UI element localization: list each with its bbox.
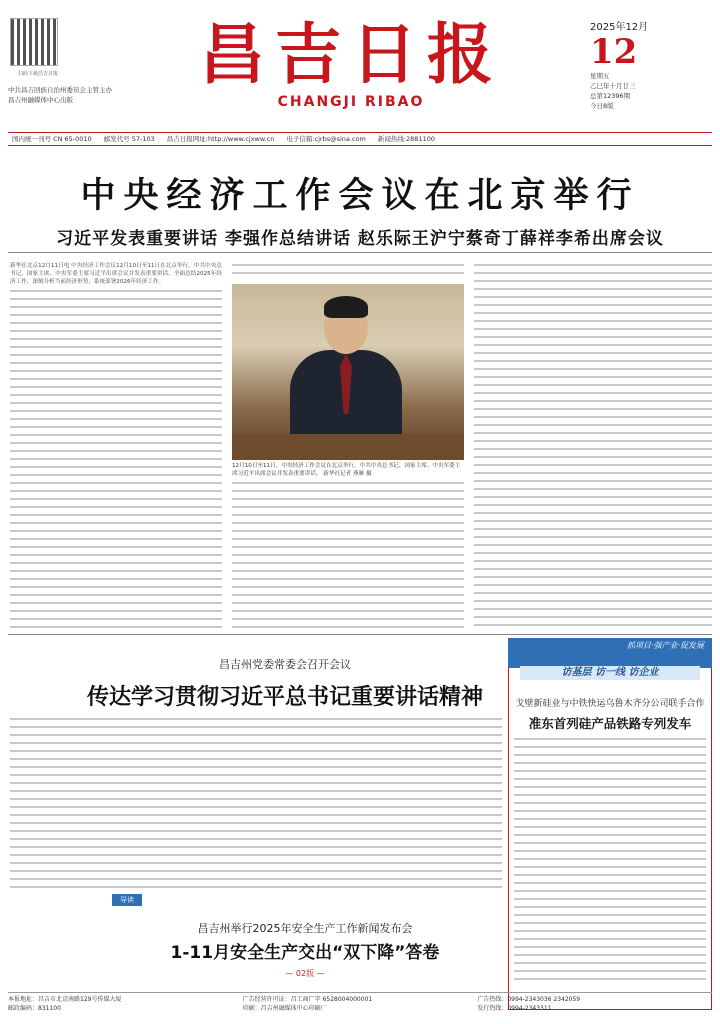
issue-total: 总第12396期 [590,92,631,100]
guide-kicker: 昌吉州举行2025年安全生产工作新闻发布会 [197,922,413,935]
footer-address: 本报地址：昌吉市北京南路129号传媒大厦 [8,996,122,1003]
lunar-date: 乙巳年十月廿三 [590,82,636,90]
qr-code[interactable] [10,18,58,66]
main-headline[interactable]: 中央经济工作会议在北京举行 [80,175,640,216]
footer-distribution-hotline: 发行热线：0994-2343311 [477,1005,552,1012]
info-issn: 国内统一刊号 CN 65-0010 [12,135,92,143]
article-column-2 [232,480,464,628]
guide-tag: 导读 [112,894,142,906]
lead-paragraph: 新华社北京12月11日电 中央经济工作会议12月10日至11日在北京举行。中共中央总书记、国家主席、中央军委主席习近平出席会议并发表重要讲话，全面总结2025年经济工作，深刻分析当前经济形势，系统部署2026年经济工作。 [10,263,222,285]
info-hotline: 新闻热线:2881100 [377,135,435,143]
info-website[interactable]: 昌吉日报网址:http://www.cjxww.cn [166,135,275,143]
photo-caption: 12月10日至11日，中央经济工作会议在北京举行。中共中央总书记、国家主席、中央军委主席习近平出席会议并发表重要讲话。 新华社记者 燕雁 摄 [232,463,461,477]
info-email[interactable]: 电子信箱:cjrbs@sina.com [286,135,366,143]
article-column-1 [10,288,222,628]
sub-article-body [10,716,502,890]
date-box [590,18,710,111]
info-bar [8,132,712,146]
right-box-kicker: 戈壁新硅业与中铁快运乌鲁木齐分公司联手合作 [515,699,705,709]
footer-postcode: 邮政编码：831100 [8,1005,61,1012]
publisher-line-2: 昌吉州融媒体中心出版 [8,96,73,104]
info-postal-code: 邮发代号 57-103 [103,135,155,143]
right-box-band-text: 抓项目·强产业·促发展 [626,641,704,650]
article-column-3 [474,262,712,628]
newspaper-logo: 昌吉日报 [199,15,503,93]
right-box-banner: 访基层 访一线 访企业 [520,666,700,680]
sub-article-kicker: 昌吉州党委常委会召开会议 [219,658,351,671]
date-day: 12 [590,32,638,72]
weekday: 星期五 [590,72,610,80]
date-year-month: 2025年12月 [590,22,649,33]
news-photo[interactable] [232,284,464,460]
section-divider [8,634,712,635]
article-column-2-top [232,262,464,280]
main-subheadline: 习近平发表重要讲话 李强作总结讲话 赵乐际王沪宁蔡奇丁薛祥李希出席会议 [56,229,664,249]
qr-caption: 扫码下载昌吉日报 [17,71,58,77]
photo-desk [232,434,464,460]
page-count: 今日8版 [590,102,614,110]
footer [8,992,712,1020]
footer-printer: 印刷：昌吉州融媒体中心印刷厂 [242,1005,327,1012]
footer-ad-license: 广告经营许可证：昌工商广字 6528004000001 [242,996,373,1003]
sub-article-headline[interactable]: 传达学习贯彻习近平总书记重要讲话精神 [86,684,483,710]
photo-figure-hair [324,296,368,318]
footer-ad-hotline: 广告热线：0994-2343036 2342059 [477,996,581,1003]
right-box-headline[interactable]: 准东首列硅产品铁路专列发车 [528,716,692,731]
right-box-body [514,736,706,986]
publisher-line-1: 中共昌吉回族自治州委员会主管主办 [8,86,112,94]
guide-page-ref[interactable]: — 02版 — [285,969,325,978]
divider [8,252,712,253]
logo-pinyin: CHANGJI RIBAO [277,94,425,110]
guide-headline[interactable]: 1-11月安全生产交出“双下降”答卷 [170,943,440,963]
